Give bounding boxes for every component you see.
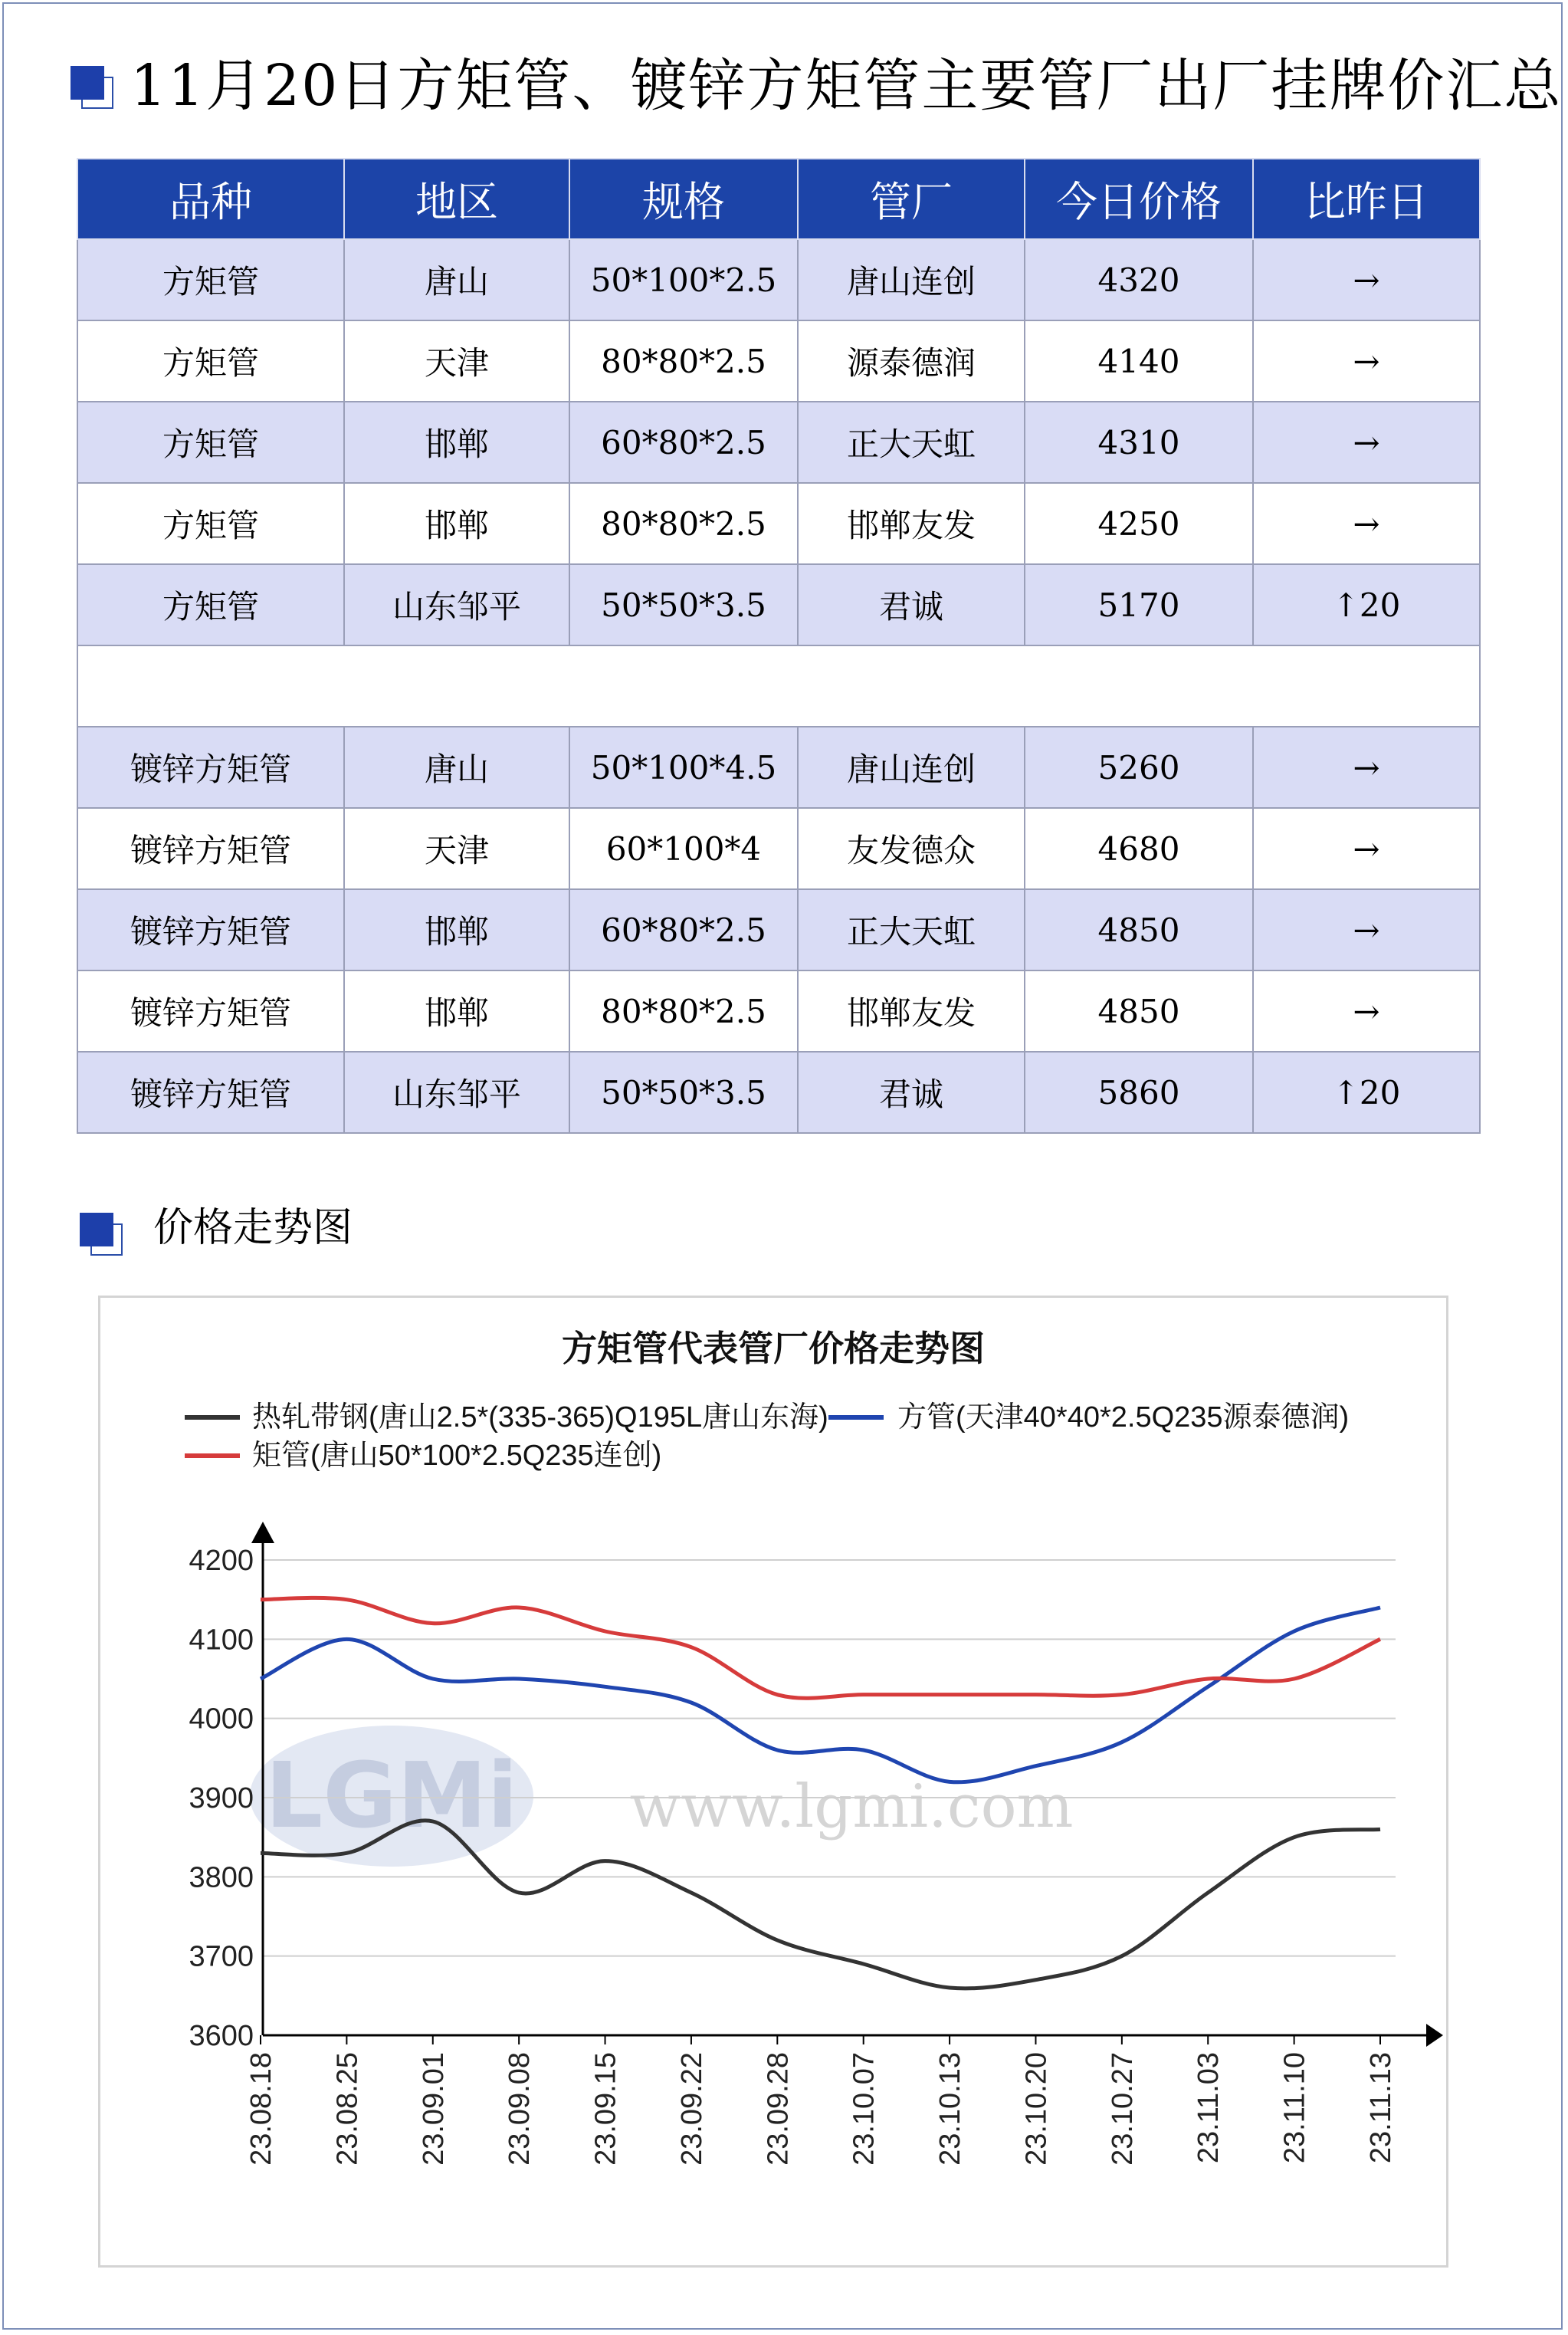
trend-section-title: 价格走势图: [153, 1205, 353, 1251]
watermark-logo-text: LGMi: [265, 1742, 518, 1848]
legend-label: 热轧带钢(唐山2.5*(335-365)Q195L唐山东海): [252, 1401, 828, 1434]
y-tick-label: 4100: [189, 1624, 254, 1657]
mill-cell: 邯郸友发: [798, 483, 1025, 564]
table-row: [77, 970, 1480, 1052]
price-cell: 4250: [1025, 483, 1253, 564]
price-cell: 4310: [1025, 402, 1253, 483]
region-cell: 天津: [344, 808, 569, 889]
change-cell: →: [1253, 727, 1480, 808]
region-cell: 唐山: [344, 727, 569, 808]
mill-cell: 唐山连创: [798, 239, 1025, 320]
spec-cell: 50*50*3.5: [569, 564, 798, 645]
change-cell: →: [1253, 239, 1480, 320]
mill-cell: 君诚: [798, 564, 1025, 645]
region-cell: 邯郸: [344, 402, 569, 483]
section-marker-icon: [80, 1213, 124, 1257]
x-tick-label: 23.10.27: [1106, 2052, 1139, 2166]
product-cell: 方矩管: [77, 320, 344, 402]
table-row: [77, 320, 1480, 402]
spacer-row: [77, 645, 1480, 727]
y-tick-label: 3800: [189, 1861, 254, 1894]
region-cell: 邯郸: [344, 483, 569, 564]
column-header: 比昨日: [1253, 159, 1480, 239]
price-cell: 5260: [1025, 727, 1253, 808]
mill-cell: 邯郸友发: [798, 970, 1025, 1052]
column-header: 地区: [344, 159, 569, 239]
mill-cell: 君诚: [798, 1052, 1025, 1133]
price-cell: 4680: [1025, 808, 1253, 889]
change-cell: →: [1253, 808, 1480, 889]
spec-cell: 60*80*2.5: [569, 402, 798, 483]
product-cell: 方矩管: [77, 483, 344, 564]
product-cell: 镀锌方矩管: [77, 889, 344, 970]
product-cell: 镀锌方矩管: [77, 970, 344, 1052]
y-tick-label: 3700: [189, 1940, 254, 1973]
x-tick-label: 23.10.20: [1020, 2052, 1053, 2166]
chart-title: 方矩管代表管厂价格走势图: [562, 1328, 985, 1369]
mill-cell: 正大天虹: [798, 402, 1025, 483]
region-cell: 天津: [344, 320, 569, 402]
change-cell: →: [1253, 483, 1480, 564]
table-row: [77, 727, 1480, 808]
table-row: [77, 402, 1480, 483]
price-cell: 5860: [1025, 1052, 1253, 1133]
y-tick-label: 3900: [189, 1782, 254, 1814]
page-title: 11月20日方矩管、镀锌方矩管主要管厂出厂挂牌价汇总: [130, 53, 1563, 119]
table-row: [77, 483, 1480, 564]
x-tick-label: 23.08.18: [245, 2052, 277, 2166]
x-tick-label: 23.10.07: [848, 2052, 881, 2166]
price-cell: 5170: [1025, 564, 1253, 645]
mill-cell: 唐山连创: [798, 727, 1025, 808]
change-cell: →: [1253, 970, 1480, 1052]
x-tick-label: 23.10.13: [934, 2052, 967, 2166]
chart-plot: [100, 1298, 1451, 2270]
x-tick-label: 23.09.22: [675, 2052, 708, 2166]
price-table: [77, 158, 1481, 1134]
table-row: [77, 239, 1480, 320]
product-cell: 镀锌方矩管: [77, 1052, 344, 1133]
table-header-row: [77, 159, 1480, 239]
region-cell: 山东邹平: [344, 1052, 569, 1133]
product-cell: 镀锌方矩管: [77, 808, 344, 889]
column-header: 管厂: [798, 159, 1025, 239]
change-cell: →: [1253, 889, 1480, 970]
y-axis-arrow-icon: [251, 1522, 274, 1543]
region-cell: 邯郸: [344, 889, 569, 970]
price-cell: 4850: [1025, 970, 1253, 1052]
table-row: [77, 808, 1480, 889]
spec-cell: 80*80*2.5: [569, 970, 798, 1052]
mill-cell: 正大天虹: [798, 889, 1025, 970]
product-cell: 方矩管: [77, 239, 344, 320]
spec-cell: 50*50*3.5: [569, 1052, 798, 1133]
y-tick-label: 3600: [189, 2020, 254, 2052]
region-cell: 邯郸: [344, 970, 569, 1052]
legend-label: 方管(天津40*40*2.5Q235源泰德润): [897, 1401, 1350, 1434]
x-tick-label: 23.08.25: [331, 2052, 364, 2166]
x-tick-label: 23.09.15: [589, 2052, 622, 2166]
product-cell: 镀锌方矩管: [77, 727, 344, 808]
x-axis-arrow-icon: [1426, 2024, 1443, 2047]
x-tick-label: 23.11.13: [1365, 2052, 1397, 2164]
title-marker-icon: [71, 66, 115, 110]
spec-cell: 80*80*2.5: [569, 320, 798, 402]
change-cell: →: [1253, 402, 1480, 483]
change-cell: ↑20: [1253, 1052, 1480, 1133]
region-cell: 唐山: [344, 239, 569, 320]
mill-cell: 友发德众: [798, 808, 1025, 889]
x-tick-label: 23.09.08: [504, 2052, 536, 2166]
x-tick-label: 23.09.01: [417, 2052, 450, 2166]
table-row: [77, 564, 1480, 645]
trend-chart: [98, 1296, 1448, 2268]
x-tick-label: 23.11.10: [1278, 2052, 1311, 2164]
column-header: 今日价格: [1025, 159, 1253, 239]
spec-cell: 50*100*4.5: [569, 727, 798, 808]
legend-label: 矩管(唐山50*100*2.5Q235连创): [252, 1440, 662, 1472]
spec-cell: 80*80*2.5: [569, 483, 798, 564]
mill-cell: 源泰德润: [798, 320, 1025, 402]
change-cell: →: [1253, 320, 1480, 402]
change-cell: ↑20: [1253, 564, 1480, 645]
price-cell: 4140: [1025, 320, 1253, 402]
spec-cell: 60*80*2.5: [569, 889, 798, 970]
price-cell: 4850: [1025, 889, 1253, 970]
spec-cell: 50*100*2.5: [569, 239, 798, 320]
spacer-cell: [77, 645, 1480, 727]
product-cell: 方矩管: [77, 564, 344, 645]
price-cell: 4320: [1025, 239, 1253, 320]
watermark-url: www.lgmi.com: [629, 1772, 1074, 1841]
x-tick-label: 23.09.28: [762, 2052, 795, 2166]
column-header: 品种: [77, 159, 344, 239]
x-tick-label: 23.11.03: [1192, 2052, 1225, 2164]
y-tick-label: 4000: [189, 1703, 254, 1736]
region-cell: 山东邹平: [344, 564, 569, 645]
table-row: [77, 1052, 1480, 1133]
table-row: [77, 889, 1480, 970]
column-header: 规格: [569, 159, 798, 239]
product-cell: 方矩管: [77, 402, 344, 483]
spec-cell: 60*100*4: [569, 808, 798, 889]
y-tick-label: 4200: [189, 1545, 254, 1577]
